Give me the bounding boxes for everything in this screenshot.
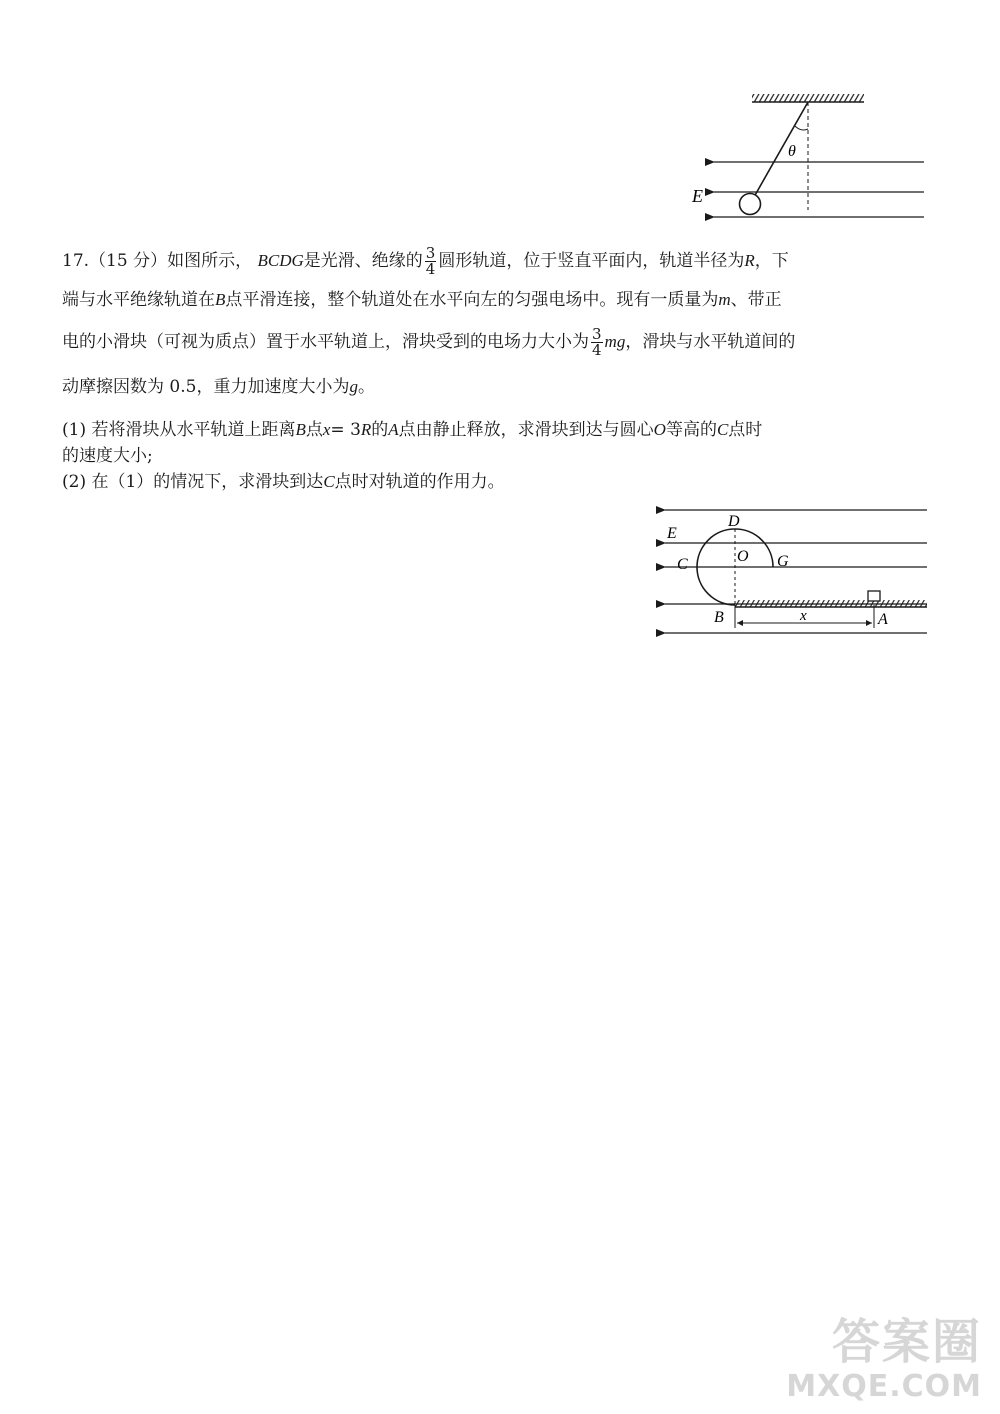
var-B: B [215,290,226,309]
var-O: O [653,420,666,439]
problem-line-2 [62,288,782,312]
text-run: (1) 若将滑块从水平轨道上距离 [62,420,296,440]
track-figure [655,500,935,650]
question-2-line [62,470,505,494]
distance-arrow-right [866,620,872,626]
label-C: C [677,556,688,573]
ceiling-hatch [752,94,864,102]
var-C: C [716,420,729,439]
text-run: 点平滑连接，整个轨道处在水平向左的匀强电场中。现有一质量为 [225,290,719,310]
problem-number: 17. [62,251,90,271]
text-run: 动摩擦因数为 0.5，重力加速度大小为 [62,377,350,397]
label-G: G [777,553,789,570]
text-run: 的速度大小; [62,446,153,466]
label-O: O [737,548,749,565]
text-run: ，下 [754,251,789,271]
watermark-logo: 答案圈 [831,1314,982,1370]
pendulum-string [754,102,808,197]
var-R: R [360,420,372,439]
text-run: 。 [357,377,375,397]
text-run: 端与水平绝缘轨道在 [62,290,215,310]
label-D: D [728,513,740,530]
text-run: 电的小滑块（可视为质点）置于水平轨道上，滑块受到的电场力大小为 [62,332,589,352]
var-A: A [388,420,399,439]
theta-arc [795,126,808,130]
fraction-numerator: 3 [592,325,602,343]
label-A: A [878,611,888,628]
var-B: B [295,420,306,439]
question-1-line-1 [62,418,762,442]
var-C: C [323,472,335,491]
watermark-site: MXQE.COM [786,1369,982,1404]
var-R: R [744,251,755,270]
slider-block [868,591,880,601]
ground-hatch [735,600,927,607]
charged-ball [740,194,761,215]
text-run: 的 [371,420,389,440]
text-run: = 3 [330,420,361,440]
text-run: 圆形轨道，位于竖直平面内，轨道半径为 [438,251,745,271]
var-m: m [718,290,731,309]
text-run: 、带正 [730,290,782,310]
text-run: (2) 在（1）的情况下，求滑块到达 [62,472,324,492]
text-run: 是光滑、绝缘的 [303,251,423,271]
text-run: 点时 [728,420,763,440]
problem-line-3 [62,327,795,358]
text-run: 点 [305,420,323,440]
problem-line-1 [62,246,789,277]
fraction-denominator: 4 [425,260,436,278]
fraction-denominator: 4 [592,341,602,359]
text-run: 点由静止释放，求滑块到达与圆心 [398,420,654,440]
label-B: B [714,609,724,626]
theta-label: θ [788,143,796,160]
text-run: 如图所示， [167,251,253,271]
fraction-numerator: 3 [425,244,436,262]
var-g: g [349,377,358,396]
track-name: BCDG [257,251,304,270]
text-run: ，滑块与水平轨道间的 [625,332,796,352]
field-label-E: E [692,186,703,206]
distance-arrow-left [737,620,743,626]
fraction-three-quarters [425,246,437,277]
text-run: 等高的 [665,420,717,440]
question-1-line-2 [62,444,153,468]
label-x: x [800,608,807,624]
problem-line-4 [62,375,375,399]
text-run: 点时对轨道的作用力。 [334,472,505,492]
fraction-three-quarters [591,327,603,358]
pendulum-figure [680,80,940,230]
var-mg: mg [604,332,626,351]
watermark [786,1314,982,1404]
var-x: x [322,420,331,439]
label-E: E [667,525,677,542]
problem-score: （15 分） [89,251,168,271]
